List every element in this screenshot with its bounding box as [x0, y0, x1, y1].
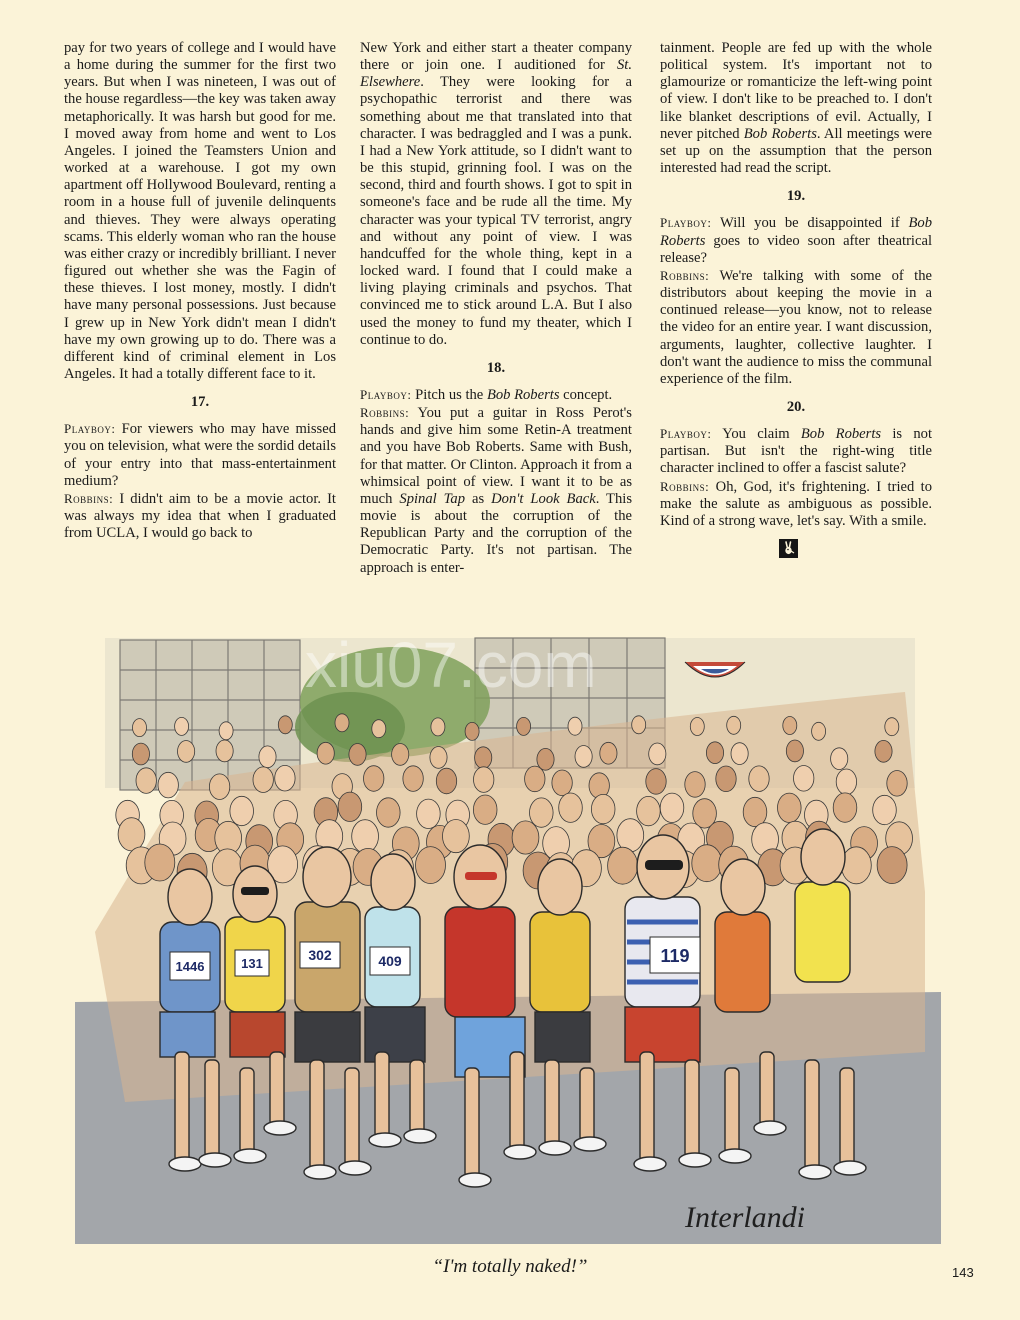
text-run: Pitch us the — [415, 386, 484, 403]
runner-head — [875, 740, 892, 762]
runner-head — [403, 766, 423, 792]
runner-head — [525, 766, 545, 792]
runner-head — [317, 742, 334, 764]
text-run: concept. — [563, 386, 613, 403]
runner-head — [660, 793, 684, 822]
runner-head — [209, 774, 229, 800]
running-shoe — [339, 1161, 371, 1175]
speaker-label: Playboy: — [660, 215, 712, 231]
speaker-label: Robbins: — [360, 405, 410, 421]
running-shoe — [234, 1149, 266, 1163]
title-italic: Don't Look Back — [491, 490, 596, 507]
runner-leg — [580, 1068, 594, 1142]
runner-head — [885, 718, 899, 736]
runner-head — [178, 741, 195, 763]
runner-head — [812, 722, 826, 740]
runner-leg — [510, 1052, 524, 1150]
runner-head — [833, 793, 857, 822]
page-number: 143 — [952, 1265, 974, 1280]
runner-head — [517, 717, 531, 735]
runner-head — [145, 844, 175, 881]
runner-head — [727, 716, 741, 734]
speaker-label: Robbins: — [660, 478, 710, 494]
runner-head — [465, 722, 479, 740]
question-text: For viewers who may have missed you on television, what were the sordid details of your entry into that mass-entertainment medium? — [64, 421, 336, 489]
text-run: is not partisan. But isn't the right-wing title character inclined to offer a fascist salute? — [660, 426, 933, 477]
text-run: goes to video soon after theatrical release? — [660, 232, 932, 266]
answer-text: I didn't aim to be a movie actor. It was always my idea that when I graduated from UCLA, I would go back to — [64, 490, 336, 542]
runner-head — [377, 798, 401, 827]
running-shoe — [719, 1149, 751, 1163]
text-run: We're talking with some of the distributors about keeping the movie in a continued release—you know, not to release the video for an entire year. I want discussion, arguments, laughter, collective laughter. I don't want the audience to miss the communal experience of the film. — [660, 267, 933, 387]
runner-head — [537, 748, 554, 770]
runner-leg — [805, 1060, 819, 1170]
runner-head — [253, 767, 273, 793]
title-italic: Bob Roberts — [660, 215, 933, 249]
runner-leg — [205, 1060, 219, 1158]
runner-head — [632, 716, 646, 734]
runner-head — [136, 768, 156, 794]
text-run: You claim — [722, 426, 790, 443]
text-run: Oh, God, it's frightening. I tried to make the salute as ambiguous as possible. Kind of a strong wave, let's say. With a smile. — [660, 478, 932, 529]
runner-head — [175, 717, 189, 735]
speaker-label: Robbins: — [660, 267, 710, 283]
runner-head — [608, 847, 638, 884]
runner-leg — [175, 1052, 189, 1162]
running-shoe — [459, 1173, 491, 1187]
question-number: 19. — [786, 188, 806, 205]
runner-head — [530, 798, 554, 827]
runner-head — [637, 796, 661, 825]
runner-head — [372, 720, 386, 738]
runner-head — [568, 717, 582, 735]
speaker-label: Playboy: — [64, 421, 116, 437]
runner-leg — [240, 1068, 254, 1154]
text-run: You put a guitar in Ross Perot's hands and give him some Retin-A treatment and you have Bob Roberts. Same with Bush, for that matter. Or Clinton. Approach it from a whimsical point of view. I want it to be as much — [360, 405, 632, 507]
answer — [64, 490, 336, 542]
runner-head — [831, 748, 848, 770]
runner-head — [132, 743, 149, 765]
text-run: . This movie is about the corruption of the Republican Party and the corruption of the Democratic Party. It's not partisan. The approach is enter- — [360, 490, 633, 576]
text-run: tainment. People are fed up with the whole political system. It's important not to glamourize or romanticize the left-wing point of view. I don't like to be preached to. I don't like blanket descriptions of evil. Actually, I never pitched — [660, 40, 932, 142]
runner-head — [877, 847, 907, 884]
runner-head — [692, 845, 722, 882]
runner-head — [559, 793, 583, 822]
runner-leg — [760, 1052, 774, 1126]
runner-head — [778, 793, 802, 822]
runner-head — [731, 743, 748, 765]
runner-head — [836, 769, 856, 795]
question — [660, 425, 932, 477]
runner-head — [338, 792, 362, 821]
runner-head — [716, 766, 736, 792]
marathon-cartoon-illustration — [65, 632, 951, 1244]
watermark: xiu07.com — [305, 632, 597, 701]
runner-leg — [270, 1052, 284, 1126]
runner-leg — [310, 1060, 324, 1170]
runner-leg — [375, 1052, 389, 1138]
runner-head — [436, 768, 456, 794]
rabbit-head-end-mark-icon — [779, 539, 798, 558]
runner-head — [794, 766, 814, 792]
runner-head — [685, 772, 705, 798]
runner-head — [600, 742, 617, 764]
runner-head — [352, 820, 379, 853]
question-number: 18. — [486, 359, 506, 376]
running-shoe — [754, 1121, 786, 1135]
runner-head — [158, 772, 178, 798]
title-italic: Bob Roberts — [800, 426, 882, 443]
runner-head — [416, 847, 446, 884]
text-column-1 — [64, 40, 336, 542]
runner-head — [743, 797, 767, 826]
runner-head — [118, 818, 145, 851]
answer — [660, 267, 932, 388]
title-italic: St. Elsewhere — [360, 57, 632, 91]
runner-head — [552, 770, 572, 796]
runner-head — [392, 744, 409, 766]
text-column-3 — [660, 40, 932, 558]
title-italic: Bob Roberts — [743, 125, 817, 142]
runner-head — [591, 794, 615, 823]
running-shoe — [539, 1141, 571, 1155]
runner-leg — [840, 1068, 854, 1166]
question-number: 17. — [190, 394, 210, 411]
runner-leg — [545, 1060, 559, 1146]
question — [360, 386, 632, 404]
runner-head — [216, 740, 233, 762]
bib-number: 302 — [308, 947, 332, 963]
text-run: as — [472, 490, 485, 507]
runner-head — [474, 767, 494, 793]
runner-head — [841, 847, 871, 884]
question — [660, 214, 932, 266]
paragraph: pay for two years of college and I would have a home during the summer for the first two years. But when I was nineteen, I was out of the house regardless—the key was taken away metaphorically. It was harsh but good for me. I moved away from home and went to Los Angeles. I joined the Teamsters Union and worked at a warehouse. I got my own apartment off Hollywood Boulevard, renting a room in a house full of juvenile delinquents and thieves. They were always operating scams. This elderly woman who ran the house was either crazy or incredibly brilliant. I never figured out whether she was the Fagin of these thieves. I lost money, mostly. I didn't have many personal possessions. Just because I grew up in New York didn't mean I didn't have my own growing up to do. There was a different kind of criminal element in Los Angeles. It had a totally different face to it. — [64, 40, 336, 382]
title-italic: Spinal Tap — [399, 490, 466, 507]
runner-leg — [345, 1068, 359, 1166]
runner-head — [512, 821, 539, 854]
runner-head — [278, 716, 292, 734]
runner-head — [230, 796, 254, 825]
running-shoe — [169, 1157, 201, 1171]
question — [64, 420, 336, 490]
runner-head — [649, 743, 666, 765]
bib-number: 1446 — [175, 959, 205, 974]
runner-head — [259, 746, 276, 768]
text-run: New York and either start a theater company there or join one. I auditioned for — [360, 40, 632, 74]
runner-head — [275, 765, 295, 791]
question-number: 20. — [786, 398, 806, 415]
running-shoe — [369, 1133, 401, 1147]
text-run: . They were looking for a psychopathic terrorist and there was something about me that translated into that character. I was bedraggled and I was a punk. I had a New York attitude, so I didn't want to be this stupid, grinning fool. I was on the second, third and fourth shows. I got to spit in someone's face and be rude all the time. My character was your typical TV terrorist, angry and without any point of view. I was handcuffed for the whole thing, kept in a locked ward. I found that I could make a living playing criminals and psychos. That convinced me to stick around L.A. But I also used the money to fund my theater, which I continue to do. — [360, 74, 632, 348]
runner-head — [646, 769, 666, 795]
running-shoe — [634, 1157, 666, 1171]
bib-number: 131 — [241, 956, 263, 971]
runner-head — [349, 744, 366, 766]
runner-head — [364, 766, 384, 792]
runner-head — [219, 722, 233, 740]
speaker-label: Playboy: — [660, 426, 712, 442]
runner-leg — [465, 1068, 479, 1178]
runner-head — [473, 795, 497, 824]
runner-head — [417, 799, 441, 828]
runner-head — [430, 747, 447, 769]
text-column-2 — [360, 40, 632, 577]
runner-head — [575, 746, 592, 768]
runner-leg — [640, 1052, 654, 1162]
running-shoe — [679, 1153, 711, 1167]
runner-leg — [685, 1060, 699, 1158]
runner-head — [475, 747, 492, 769]
runner-head — [873, 795, 897, 824]
running-shoe — [264, 1121, 296, 1135]
running-shoe — [504, 1145, 536, 1159]
runner-head — [783, 717, 797, 735]
bib-number: 119 — [660, 946, 690, 966]
running-shoe — [304, 1165, 336, 1179]
cartoon-caption: “I'm totally naked!” — [432, 1256, 588, 1277]
runner-head — [749, 766, 769, 792]
paragraph — [660, 40, 932, 177]
runner-head — [443, 820, 470, 853]
runner-head — [706, 742, 723, 764]
bib-number: 409 — [378, 953, 402, 969]
runner-head — [335, 714, 349, 732]
runner-leg — [410, 1060, 424, 1134]
running-shoe — [404, 1129, 436, 1143]
runner-head — [133, 719, 147, 737]
runner-head — [887, 771, 907, 797]
runner-leg — [725, 1068, 739, 1154]
running-shoe — [199, 1153, 231, 1167]
running-shoe — [574, 1137, 606, 1151]
runner-head — [786, 740, 803, 762]
speaker-label: Playboy: — [360, 386, 412, 402]
running-shoe — [799, 1165, 831, 1179]
text-run: Will you be disappointed if — [720, 215, 900, 232]
paragraph — [360, 40, 632, 349]
answer — [360, 404, 632, 577]
runner-head — [431, 718, 445, 736]
answer — [660, 478, 932, 530]
text-run: . All meetings were set up on the assumption that the person interested had read the script. — [660, 125, 932, 177]
runner-head — [690, 718, 704, 736]
title-italic: Bob Roberts — [486, 386, 560, 403]
speaker-label: Robbins: — [64, 490, 114, 506]
running-shoe — [834, 1161, 866, 1175]
artist-signature: Interlandi — [685, 1201, 805, 1234]
